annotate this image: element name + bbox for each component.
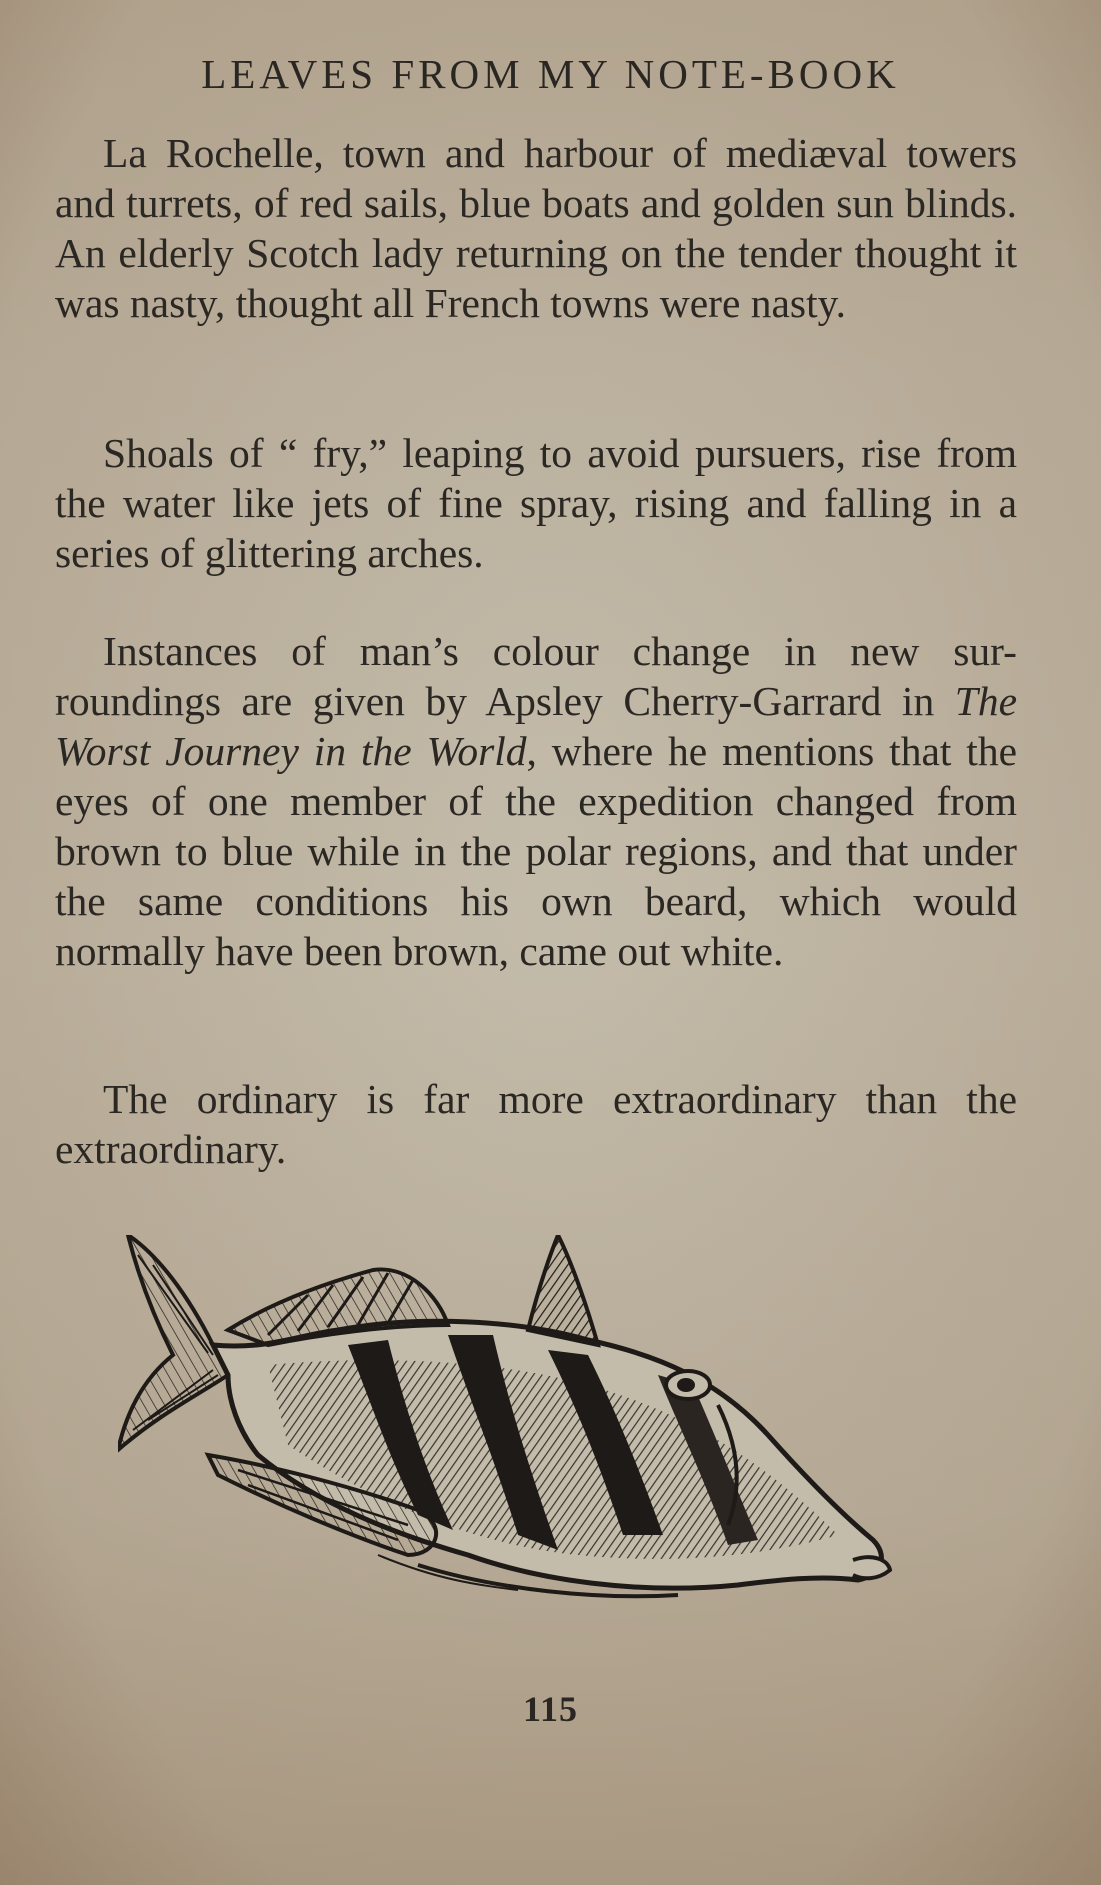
fish-illustration-icon: [118, 1235, 968, 1655]
paragraph-la-rochelle: La Rochelle, town and harbour of mediæval towers and turrets, of red sails, blue boats and golden sun blinds. An elderly Scotch lady returning on the tender thought it was nasty, thought all French towns were nasty.: [55, 130, 1017, 326]
paragraph-colour-change-end: , where he mentions that the eyes of one member of the expedition changed from brown to blue while in the polar regions, and that under the same conditions his own beard, which would normally have been brown, came out white.: [55, 728, 1018, 974]
page-number: 115: [522, 1689, 578, 1729]
paragraph-shoals-of-fry: Shoals of “ fry,” leaping to avoid pursuers, rise from the water like jets of fine spray, rising and falling in a series of glittering arches.: [55, 430, 1017, 576]
paragraph-colour-change: [55, 626, 1017, 976]
paragraph-colour-change-start: Instances of man’s colour change in new sur-roundings are given by Apsley Cherry-Garrard in: [55, 628, 1017, 724]
running-head: LEAVES FROM MY NOTE-BOOK: [201, 51, 900, 97]
book-title-italic: The Worst Journey in the World: [55, 678, 1017, 774]
paragraph-ordinary: The ordinary is far more extraordinary than the extraordinary.: [55, 1076, 1017, 1172]
